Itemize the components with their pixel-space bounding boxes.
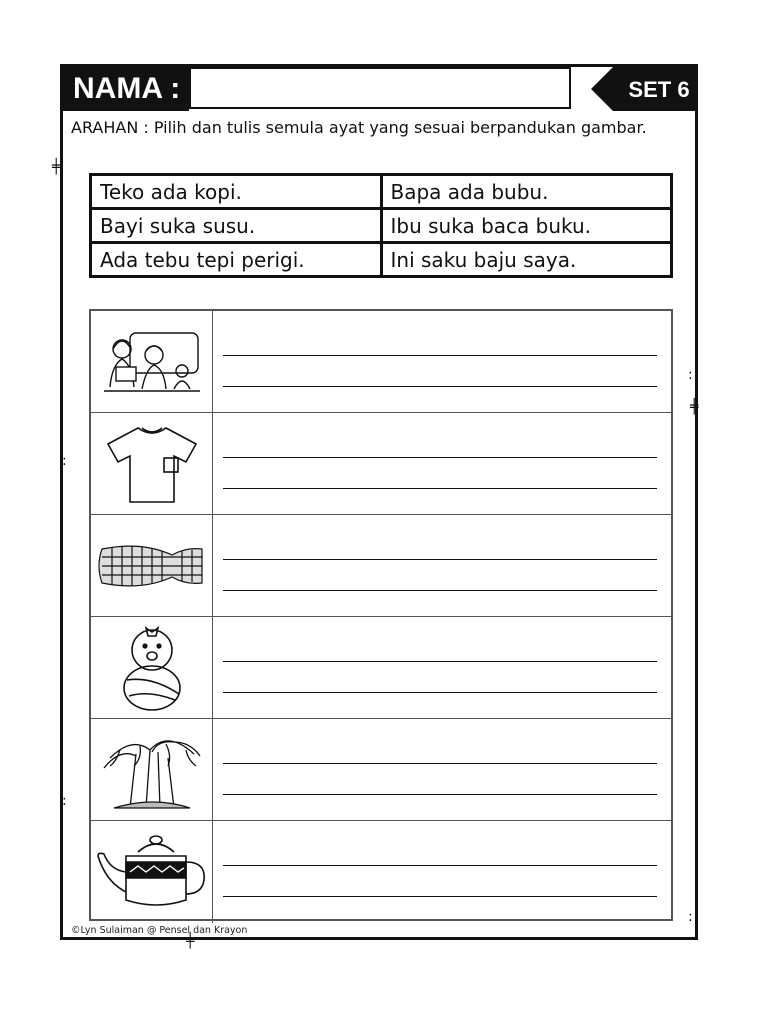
credit-text: ©Lyn Sulaiman @ Pensel dan Krayon [71,925,248,936]
bubu-trap-icon [98,541,206,591]
answer-row [91,719,671,821]
sentence-choice: Ibu suka baca buku. [381,209,672,243]
answer-row [91,413,671,515]
table-row [91,243,672,277]
writing-line[interactable] [223,457,657,458]
picture-cell [91,515,213,616]
answer-row [91,617,671,719]
picture-cell [91,617,213,718]
border-dots-mark: : [688,367,693,383]
writing-line[interactable] [223,559,657,560]
header [63,67,695,111]
sentence-choice: Ini saku baju saya. [381,243,672,277]
sentence-choices-table [89,173,673,278]
border-dots-mark: : [688,909,693,925]
sentence-choice: Ada tebu tepi perigi. [91,243,382,277]
border-dots-mark: : [62,793,67,809]
picture-cell [91,311,213,412]
writing-line[interactable] [223,896,657,897]
table-row [91,209,672,243]
answer-row [91,821,671,923]
writing-line[interactable] [223,590,657,591]
writing-line[interactable] [223,794,657,795]
answer-table [89,309,673,921]
name-label: NAMA : [63,67,189,111]
border-dots-mark: : [62,453,67,469]
sentence-choice: Bayi suka susu. [91,209,382,243]
picture-cell [91,413,213,514]
sentence-choice: Bapa ada bubu. [381,175,672,209]
answer-row [91,311,671,413]
border-tick-mark: ╪ [52,159,61,175]
writing-line[interactable] [223,355,657,356]
writing-line[interactable] [223,763,657,764]
picture-cell [91,719,213,820]
family-reading-icon [102,329,202,395]
border-tick-mark: ╪ [186,933,195,949]
set-label: SET 6 [628,77,690,102]
name-field[interactable] [189,67,571,109]
writing-line[interactable] [223,661,657,662]
baby-icon [117,622,187,714]
answer-row [91,515,671,617]
writing-line[interactable] [223,386,657,387]
sugarcane-icon [100,728,204,812]
shirt-icon [102,422,202,506]
instruction: ARAHAN : Pilih dan tulis semula ayat yang sesuai berpandukan gambar. [71,118,647,137]
picture-cell [91,821,213,923]
writing-line[interactable] [223,488,657,489]
writing-line[interactable] [223,865,657,866]
border-tick-mark: ╪ [690,399,699,415]
table-row [91,175,672,209]
writing-line[interactable] [223,692,657,693]
teapot-icon [96,832,208,912]
worksheet [60,64,698,940]
sentence-choice: Teko ada kopi. [91,175,382,209]
